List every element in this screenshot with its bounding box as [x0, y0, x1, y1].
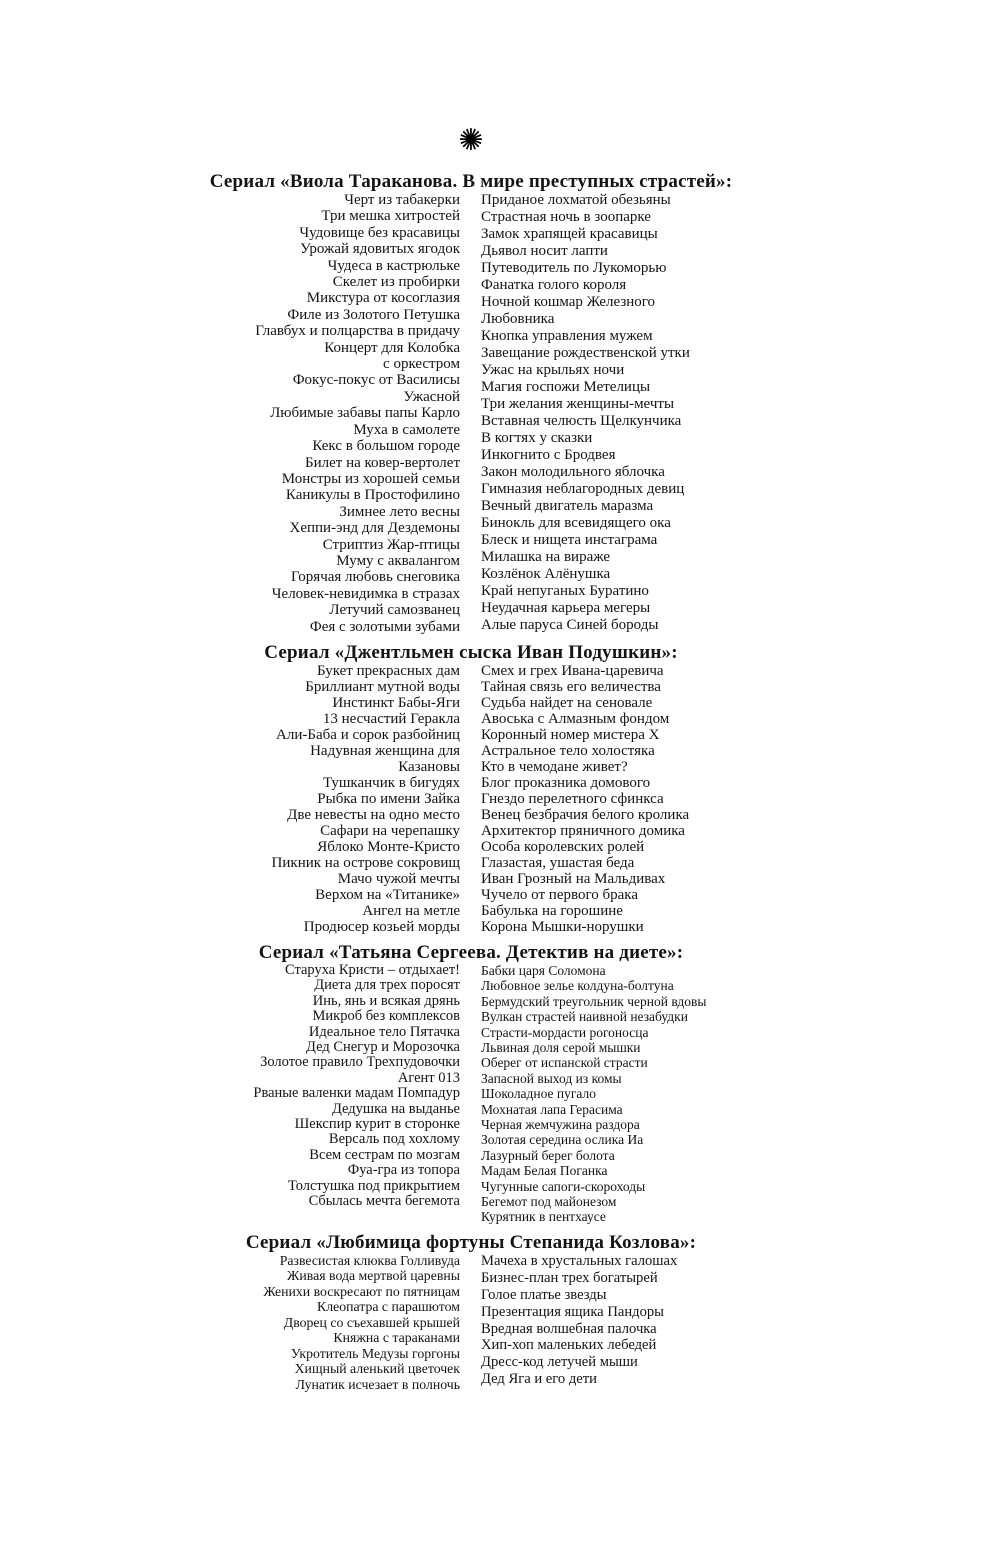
title-columns [137, 663, 805, 935]
book-title: Глазастая, ушастая беда [481, 854, 635, 871]
book-title: Ангел на метле [362, 902, 460, 919]
book-title: Рыбка по имени Зайка [317, 790, 460, 807]
book-title: Горячая любовь снеговика [290, 569, 460, 586]
book-title: Билет на ковер-вертолет [304, 454, 460, 471]
book-title: Микстура от косоглазия [306, 290, 460, 307]
book-title: Астральное тело холостяка [481, 742, 655, 759]
book-title: Смех и грех Ивана-царевича [481, 662, 664, 679]
book-title: Золотое правило Трехпудовочки [260, 1054, 460, 1071]
series-section [137, 642, 805, 935]
book-title: Чудовище без красавицы [299, 224, 460, 241]
book-title: Скелет из пробирки [332, 274, 460, 291]
book-title: Путеводитель по Лукоморью [481, 260, 667, 276]
book-title: Черт из табакерки [344, 192, 460, 208]
book-title: Бегемот под майонезом [481, 1194, 617, 1210]
book-title: Урожай ядовитых ягодок [300, 241, 460, 258]
book-title: Дед Снегур и Морозочка [306, 1039, 460, 1055]
book-title: Али-Баба и сорок разбойниц [276, 726, 460, 743]
book-title: Дворец со съехавшей крышей [283, 1314, 460, 1330]
rosette-ornament-icon: ✺ [458, 123, 484, 158]
series-section [137, 1232, 805, 1393]
left-column [137, 963, 460, 1225]
book-title: Бермудский треугольник черной вдовы [481, 993, 707, 1009]
book-title: Диета для трех поросят [314, 977, 460, 994]
book-title: В когтях у сказки [481, 430, 593, 446]
book-title: Идеальное тело Пятачка [308, 1023, 460, 1040]
book-title: Бизнес-план трех богатырей [481, 1269, 658, 1286]
book-title: Страстная ночь в зоопарке [481, 209, 651, 225]
book-title: Надувная женщина для [310, 742, 460, 759]
book-title: Фокус-покус от Василисы [292, 372, 460, 389]
book-title: Мачеха в хрустальных галошах [481, 1252, 678, 1269]
series-heading: Сериал «Татьяна Сергеева. Детектив на диете»: [258, 941, 684, 963]
book-title: Ночной кошмар Железного [481, 294, 656, 310]
book-title: Ужас на крыльях ночи [481, 362, 625, 378]
left-column [137, 663, 460, 935]
book-title: Гимназия неблагородных девиц [481, 481, 685, 497]
book-title: Фея с золотыми зубами [309, 618, 460, 635]
book-title: Рваные валенки мадам Помпадур [253, 1085, 460, 1102]
book-title: Лунатик исчезает в полночь [295, 1376, 460, 1392]
book-title: Сбылась мечта бегемота [308, 1193, 460, 1210]
book-title: Авоська с Алмазным фондом [481, 710, 670, 727]
left-column [137, 192, 460, 635]
book-title: Дедушка на выданье [331, 1100, 460, 1117]
book-title: Тушканчик в бигудях [322, 774, 460, 791]
book-title: Каникулы в Простофилино [285, 487, 460, 504]
book-title: 13 несчастий Геракла [322, 710, 460, 727]
book-title: Филе из Золотого Петушка [287, 306, 460, 323]
right-column [481, 192, 805, 635]
book-title: Чугунные сапоги-скороходы [481, 1178, 646, 1194]
series-heading: Сериал «Джентльмен сыска Иван Подушкин»: [264, 641, 678, 663]
book-title: Яблоко Монте-Кристо [317, 838, 460, 855]
book-title: Инь, янь и всякая дрянь [312, 992, 460, 1009]
book-title: Три желания женщины-мечты [481, 396, 675, 412]
book-title: Блеск и нищета инстаграма [481, 532, 658, 548]
book-title: Приданое лохматой обезьяны [481, 192, 671, 208]
series-heading: Сериал «Любимица фортуны Степанида Козлова»: [245, 1231, 697, 1253]
book-title: Верхом на «Титанике» [315, 886, 460, 903]
book-title: Хип-хоп маленьких лебедей [481, 1337, 657, 1354]
book-title: Закон молодильного яблочка [481, 464, 665, 480]
book-title: Чудеса в кастрюльке [327, 257, 460, 274]
book-title: Княжна с тараканами [333, 1330, 460, 1346]
book-title: Страсти-мордасти рогоносца [481, 1024, 649, 1040]
book-title: Бабулька на горошине [481, 902, 623, 919]
book-title: Три мешка хитростей [321, 208, 460, 225]
book-title: Кекс в большом городе [312, 438, 460, 455]
text-block [137, 124, 805, 1392]
book-title: Презентация ящика Пандоры [481, 1303, 664, 1320]
book-title: Всем сестрам по мозгам [309, 1146, 460, 1163]
book-title: Край непуганых Буратино [481, 583, 649, 599]
book-title: Главбух и полцарства в придачу [255, 323, 460, 340]
book-title: Муха в самолете [353, 421, 460, 438]
book-title: Клеопатра с парашютом [317, 1299, 460, 1315]
book-title: Любовника [481, 311, 555, 327]
book-title: Ужасной [403, 388, 460, 405]
book-title: Инкогнито с Бродвея [481, 447, 616, 463]
title-columns [137, 1253, 805, 1393]
book-title: Коронный номер мистера Х [481, 726, 660, 743]
book-title: Судьба найдет на сеновале [481, 694, 653, 711]
book-title: Любимые забавы папы Карло [270, 405, 460, 422]
title-columns [137, 192, 805, 635]
book-title: Стриптиз Жар-птицы [322, 536, 460, 553]
book-title: Запасной выход из комы [481, 1070, 622, 1086]
book-title: Человек-невидимка в стразах [271, 585, 460, 602]
book-title: Микроб без комплексов [312, 1008, 460, 1025]
book-title: Женихи воскресают по пятницам [263, 1283, 460, 1299]
left-column [137, 1253, 460, 1393]
book-title: Козлёнок Алёнушка [481, 566, 611, 582]
book-title: Дресс-код летучей мыши [481, 1354, 638, 1371]
book-title: Казановы [398, 758, 460, 775]
series-list-container [137, 171, 805, 1392]
book-title: Фуа-гра из топора [347, 1162, 460, 1179]
book-title: Блог проказника домового [481, 774, 651, 791]
book-title: Бинокль для всевидящего ока [481, 515, 671, 531]
book-title: Милашка на вираже [481, 549, 611, 565]
book-title: Зимнее лето весны [339, 503, 460, 520]
book-title: Тайная связь его величества [481, 678, 661, 695]
series-heading: Сериал «Виола Тараканова. В мире преступных страстей»: [209, 171, 733, 192]
book-title: Две невесты на одно место [287, 806, 460, 823]
book-title: Летучий самозванец [329, 602, 460, 619]
book-title: Развесистая клюква Голливуда [279, 1252, 460, 1268]
book-title: Корона Мышки-норушки [481, 918, 644, 935]
book-title: с оркестром [383, 356, 460, 373]
book-title: Венец безбрачия белого кролика [481, 806, 690, 823]
book-title: Старуха Кристи – отдыхает! [285, 961, 460, 978]
book-title: Иван Грозный на Мальдивах [481, 870, 666, 887]
book-title: Курятник в пентхаусе [481, 1209, 606, 1225]
book-title: Чучело от первого брака [481, 886, 638, 903]
book-title: Золотая середина ослика Иа [481, 1132, 644, 1148]
book-title: Мачо чужой мечты [337, 870, 460, 887]
book-title: Оберег от испанской страсти [481, 1055, 648, 1071]
book-title: Пикник на острове сокровищ [271, 854, 460, 871]
right-column [481, 663, 805, 935]
book-title: Версаль под хохлому [328, 1131, 460, 1148]
book-title: Особа королевских ролей [481, 838, 645, 855]
book-title: Замок храпящей красавицы [481, 226, 658, 242]
book-title: Вставная челюсть Щелкунчика [481, 413, 682, 429]
book-title: Укротитель Медузы горгоны [290, 1345, 460, 1361]
book-title: Любовное зелье колдуна-болтуна [481, 978, 674, 994]
book-title: Лазурный берег болота [481, 1147, 615, 1163]
book-title: Монстры из хорошей семьи [281, 470, 460, 487]
book-title: Архитектор пряничного домика [481, 822, 685, 839]
book-title: Муму с аквалангом [336, 552, 460, 569]
book-title: Кнопка управления мужем [481, 328, 653, 344]
book-title: Мадам Белая Поганка [481, 1163, 608, 1179]
book-title: Шекспир курит в сторонке [294, 1116, 460, 1133]
book-title: Мохнатая лапа Герасима [481, 1101, 623, 1117]
book-title: Агент 013 [397, 1069, 460, 1086]
book-title: Фанатка голого короля [481, 277, 627, 293]
book-title: Магия госпожи Метелицы [481, 379, 651, 395]
book-title: Продюсер козьей морды [303, 918, 460, 935]
book-title: Живая вода мертвой царевны [287, 1268, 460, 1284]
book-title: Толстушка под прикрытием [287, 1177, 460, 1194]
book-title: Сафари на черепашку [320, 822, 460, 839]
book-title: Неудачная карьера мегеры [481, 600, 651, 616]
book-title: Вечный двигатель маразма [481, 498, 654, 514]
book-title: Бриллиант мутной воды [305, 678, 460, 695]
series-section [137, 942, 805, 1225]
book-title: Гнездо перелетного сфинкса [481, 790, 664, 807]
book-title: Бабки царя Соломона [481, 962, 606, 978]
book-title: Хищный аленький цветочек [294, 1361, 460, 1377]
series-section [137, 171, 805, 635]
book-title: Дьявол носит лапти [481, 243, 608, 259]
book-title: Концерт для Колобка [324, 339, 460, 356]
title-columns [137, 963, 805, 1225]
book-title: Вредная волшебная палочка [481, 1320, 657, 1337]
right-column [481, 1253, 805, 1393]
right-column [481, 963, 805, 1225]
book-title: Голое платье звезды [481, 1286, 607, 1303]
book-title: Кто в чемодане живет? [481, 758, 628, 775]
book-title: Шоколадное пугало [481, 1086, 597, 1102]
book-title: Хеппи-энд для Дездемоны [289, 520, 460, 537]
book-title: Дед Яга и его дети [481, 1371, 597, 1388]
book-title: Черная жемчужина раздора [481, 1117, 640, 1133]
book-title: Львиная доля серой мышки [481, 1040, 641, 1055]
book-title: Инстинкт Бабы-Яги [332, 694, 460, 711]
book-title: Букет прекрасных дам [316, 662, 460, 679]
book-title: Алые паруса Синей бороды [481, 617, 659, 633]
book-title: Завещание рождественской утки [481, 345, 690, 361]
book-title: Вулкан страстей наивной незабудки [481, 1009, 688, 1025]
